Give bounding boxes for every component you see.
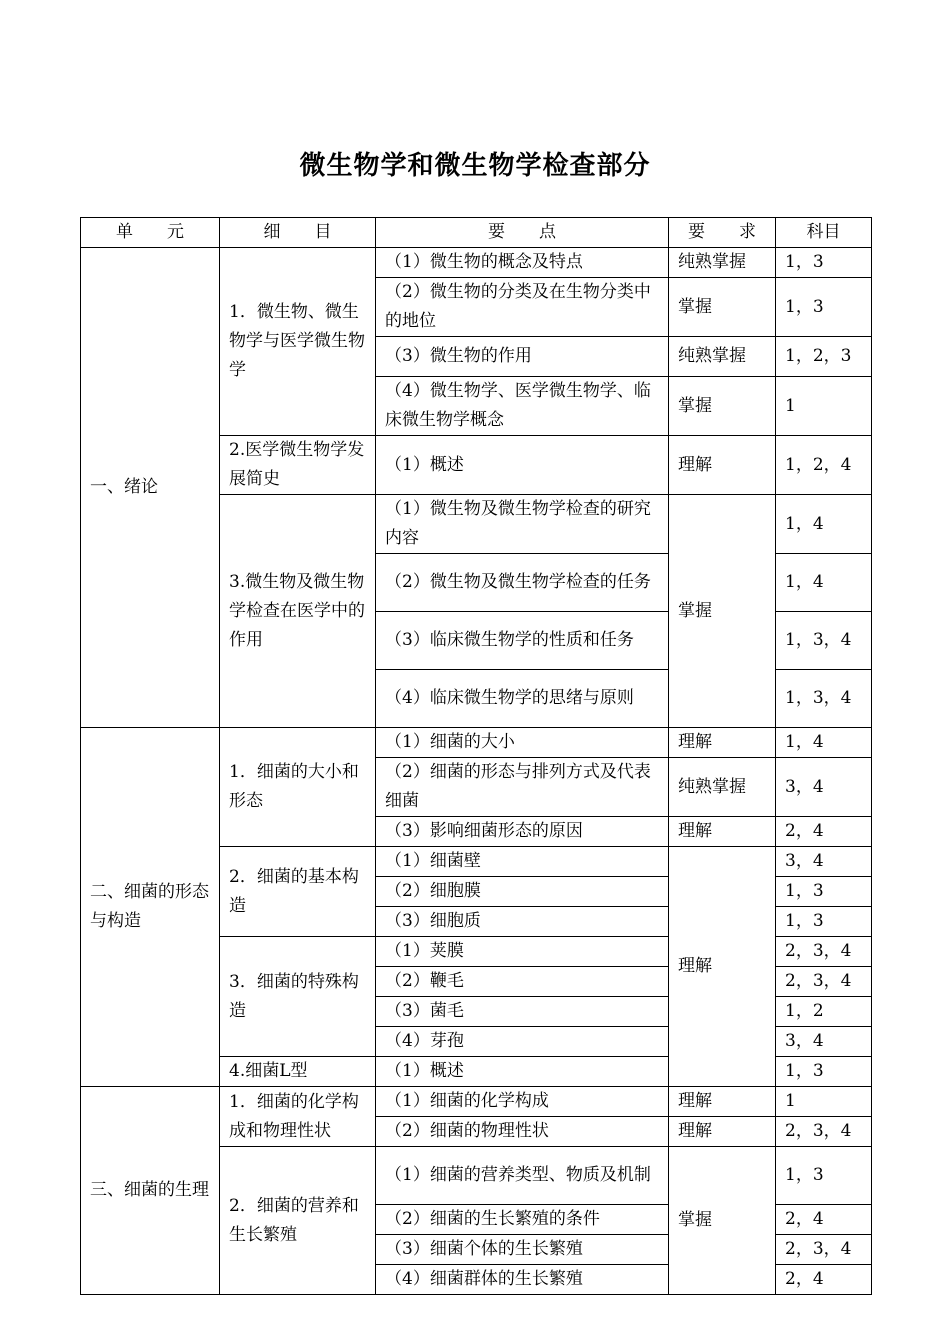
subject-cell: 1，3: [776, 907, 872, 937]
subject-cell: 2，3，4: [776, 1117, 872, 1147]
subject-cell: 1，4: [776, 728, 872, 758]
subject-cell: 2，4: [776, 817, 872, 847]
subject-cell: 1: [776, 1087, 872, 1117]
point-cell: （2）微生物的分类及在生物分类中的地位: [376, 278, 669, 337]
subject-cell: 1，4: [776, 495, 872, 554]
requirement-cell: 掌握: [669, 377, 776, 436]
item-cell: 1．细菌的化学构成和物理性状: [220, 1087, 376, 1147]
subject-cell: 1，4: [776, 554, 872, 612]
item-cell: 3.微生物及微生物学检查在医学中的作用: [220, 495, 376, 728]
subject-cell: 1，3: [776, 278, 872, 337]
subject-cell: 3，4: [776, 1027, 872, 1057]
point-cell: （2）鞭毛: [376, 967, 669, 997]
table-row: [81, 248, 872, 278]
unit-cell: 三、细菌的生理: [81, 1087, 220, 1295]
point-cell: （2）细菌的形态与排列方式及代表细菌: [376, 758, 669, 817]
point-cell: （4）芽孢: [376, 1027, 669, 1057]
point-cell: （3）菌毛: [376, 997, 669, 1027]
header-item: 细 目: [220, 218, 376, 248]
requirement-cell: 理解: [669, 728, 776, 758]
syllabus-table: [80, 217, 872, 1295]
subject-cell: 2，3，4: [776, 967, 872, 997]
point-cell: （4）临床微生物学的思绪与原则: [376, 670, 669, 728]
point-cell: （3）微生物的作用: [376, 337, 669, 377]
point-cell: （1）细菌的营养类型、物质及机制: [376, 1147, 669, 1205]
requirement-cell: 掌握: [669, 278, 776, 337]
subject-cell: 1，3: [776, 877, 872, 907]
requirement-cell: 理解: [669, 1087, 776, 1117]
requirement-cell: 掌握: [669, 1147, 776, 1295]
point-cell: （1）概述: [376, 436, 669, 495]
unit-cell: 二、细菌的形态与构造: [81, 728, 220, 1087]
point-cell: （1）细菌的化学构成: [376, 1087, 669, 1117]
item-cell: 2.医学微生物学发展简史: [220, 436, 376, 495]
point-cell: （3）细胞质: [376, 907, 669, 937]
subject-cell: 1，2，3: [776, 337, 872, 377]
header-row: [81, 218, 872, 248]
requirement-cell: 理解: [669, 1117, 776, 1147]
point-cell: （1）概述: [376, 1057, 669, 1087]
table-row: [81, 728, 872, 758]
point-cell: （4）细菌群体的生长繁殖: [376, 1265, 669, 1295]
item-cell: 1．细菌的大小和形态: [220, 728, 376, 847]
header-requirement: 要 求: [669, 218, 776, 248]
subject-cell: 1，3: [776, 1147, 872, 1205]
requirement-cell: 纯熟掌握: [669, 248, 776, 278]
subject-cell: 1，3: [776, 248, 872, 278]
point-cell: （3）细菌个体的生长繁殖: [376, 1235, 669, 1265]
subject-cell: 1，2，4: [776, 436, 872, 495]
header-unit: 单 元: [81, 218, 220, 248]
subject-cell: 3，4: [776, 847, 872, 877]
requirement-cell: 纯熟掌握: [669, 758, 776, 817]
subject-cell: 1，3: [776, 1057, 872, 1087]
item-cell: 3．细菌的特殊构造: [220, 937, 376, 1057]
requirement-cell: 理解: [669, 847, 776, 1087]
point-cell: （1）荚膜: [376, 937, 669, 967]
subject-cell: 1，3，4: [776, 670, 872, 728]
page-title: 微生物学和微生物学检查部分: [299, 151, 651, 181]
subject-cell: 2，4: [776, 1205, 872, 1235]
point-cell: （2）细胞膜: [376, 877, 669, 907]
point-cell: （2）微生物及微生物学检查的任务: [376, 554, 669, 612]
point-cell: （3）临床微生物学的性质和任务: [376, 612, 669, 670]
point-cell: （1）微生物的概念及特点: [376, 248, 669, 278]
item-cell: 1．微生物、微生物学与医学微生物学: [220, 248, 376, 436]
item-cell: 4.细菌L型: [220, 1057, 376, 1087]
header-point: 要 点: [376, 218, 669, 248]
point-cell: （1）细菌壁: [376, 847, 669, 877]
point-cell: （2）细菌的生长繁殖的条件: [376, 1205, 669, 1235]
subject-cell: 1，3，4: [776, 612, 872, 670]
unit-cell: 一、绪论: [81, 248, 220, 728]
item-cell: 2．细菌的营养和生长繁殖: [220, 1147, 376, 1295]
subject-cell: 2，4: [776, 1265, 872, 1295]
point-cell: （2）细菌的物理性状: [376, 1117, 669, 1147]
subject-cell: 2，3，4: [776, 937, 872, 967]
requirement-cell: 纯熟掌握: [669, 337, 776, 377]
subject-cell: 3，4: [776, 758, 872, 817]
requirement-cell: 掌握: [669, 495, 776, 728]
requirement-cell: 理解: [669, 817, 776, 847]
subject-cell: 1，2: [776, 997, 872, 1027]
point-cell: （3）影响细菌形态的原因: [376, 817, 669, 847]
header-subject: 科目: [776, 218, 872, 248]
item-cell: 2．细菌的基本构造: [220, 847, 376, 937]
subject-cell: 1: [776, 377, 872, 436]
subject-cell: 2，3，4: [776, 1235, 872, 1265]
point-cell: （4）微生物学、医学微生物学、临床微生物学概念: [376, 377, 669, 436]
point-cell: （1）微生物及微生物学检查的研究内容: [376, 495, 669, 554]
requirement-cell: 理解: [669, 436, 776, 495]
point-cell: （1）细菌的大小: [376, 728, 669, 758]
table-row: [81, 1087, 872, 1117]
